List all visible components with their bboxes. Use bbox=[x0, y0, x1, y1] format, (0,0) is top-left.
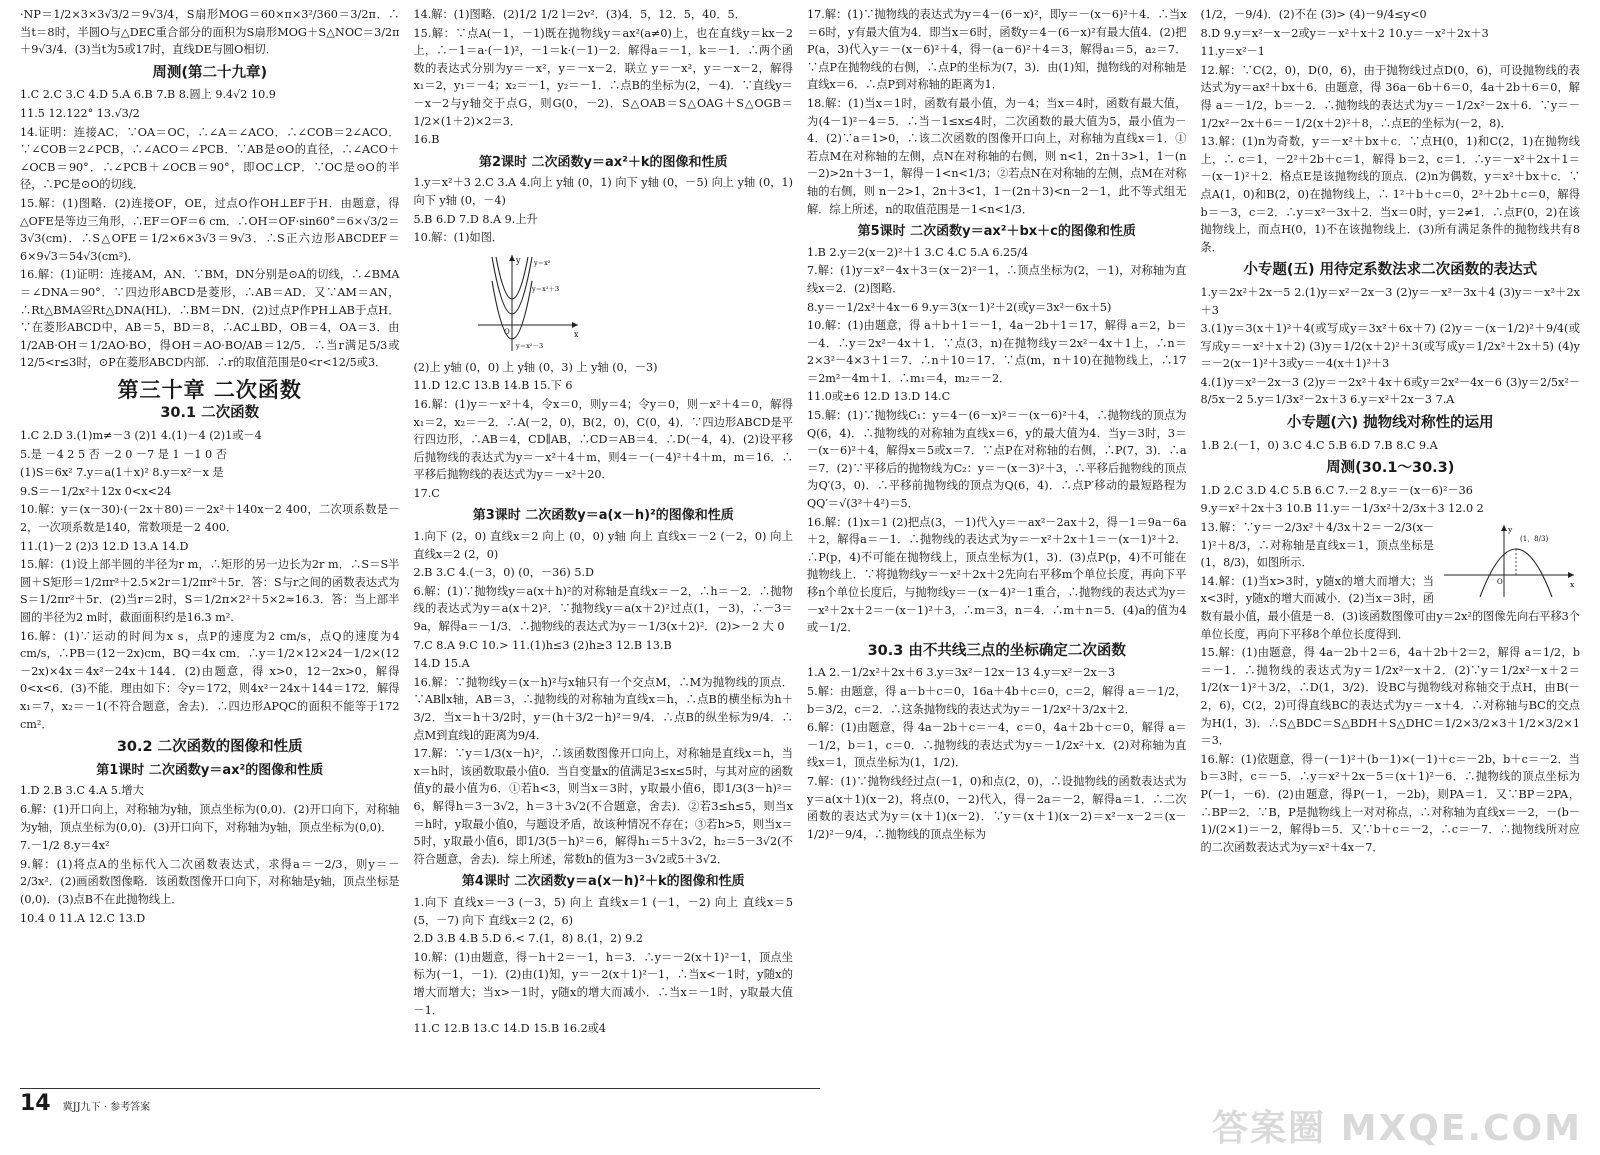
column-3 bbox=[807, 6, 1187, 1086]
answer-paragraph: 16.B bbox=[413, 133, 440, 147]
answer-paragraph: 15.解：(1)图略．(2)连接OF，OE，过点O作OH⊥EF于H．由题意，得△OFE是等边三角形，∴EF＝OF＝6 cm．∴OH＝OF·sin60°＝6×√3/2＝3√3(cm)．∴S△OFE＝1/2×6×3√3＝9√3．∴S正六边形ABCDEF＝6×9√3＝54√3(cm²)． bbox=[20, 196, 400, 263]
vertex-label: (1，8/3) bbox=[1520, 535, 1549, 544]
answer-paragraph: 14.D 15.A bbox=[413, 657, 470, 671]
answer-paragraph: 13.解：∵y＝－2/3x²＋4/3x＋2＝－2/3(x－1)²＋8/3，∴对称轴是直线x＝1，顶点坐标是(1，8/3)，如图所示． bbox=[1200, 521, 1434, 570]
answer-paragraph: 11.D 12.C 13.B 14.B 15.下 6 bbox=[413, 379, 573, 393]
answer-paragraph: 4.(1)y＝x²－2x－3 (2)y＝－2x²＋4x＋6或y＝2x²－4x－6 (3)y＝2/5x²－8/5x－2 5.y＝1/3x²－2x＋3 6.y＝x²＋2x－3 7.A bbox=[1200, 375, 1580, 407]
answer-paragraph: 6.解：(1)开口向上，对称轴为y轴，顶点坐标为(0,0)．(2)开口向下，对称轴为y轴，顶点坐标为(0,0)．(3)开口向下，对称轴为y轴，顶点坐标为(0,0)． bbox=[20, 802, 400, 834]
answer-paragraph: 13.解：(1)n为奇数，y＝－x²＋bx＋c．∵点H(0，1)和C(2，1)在抛物线上，∴ c＝1，－2²＋2b＋c＝1，解得 b＝2，c＝1．∴y＝－x²＋2x＋1＝－(x－1)²＋2．格点E是该抛物线的顶点．(2)n为偶数，y＝x²＋bx＋c．∵点A(1，0)和B(2，0)在抛物线上，∴ 1²＋b＋c＝0，2²＋2b＋c＝0，解得 b＝－3，c＝2．∴y＝x²－3x＋2．当x＝0时，y＝2≠1．∴点F(0，2)在该抛物线上，而点H(0，1)不在该抛物线上．(3)所有满足条件的抛物线共有8条． bbox=[1200, 135, 1580, 254]
chapter-title: 第三十章 二次函数 bbox=[117, 377, 302, 402]
column-4 bbox=[1201, 6, 1581, 1086]
lesson-heading: 第1课时 二次函数y＝ax²的图像和性质 bbox=[96, 762, 324, 778]
page-footer bbox=[20, 1088, 820, 1115]
answer-paragraph: 14.解：(1)当x>3时，y随x的增大而增大；当x<3时，y随x的增大而减小．(2)当x＝3时，函数有最小值，最小值是－8．(3)该函数图像可由y＝2x²的图像先向右平移3个单位长度，再向下平移8个单位长度得到． bbox=[1200, 574, 1580, 641]
answer-paragraph: 10.解：(1)由题意，得 a＋b＋1＝－1，4a－2b＋1＝17，解得 a＝2，b＝－4．∴y＝2x²－4x＋1．∵点(3，n)在抛物线y＝2x²－4x＋1上，∴n＝2×3²－4×3＋1＝7．∴n＋10＝17．∵点(m，n＋10)在抛物线上，∴17＝2m²－4m＋1．∴m₁＝4，m₂＝－2． bbox=[807, 319, 1187, 385]
answer-paragraph: 11.C 12.B 13.C 14.D 15.B 16.2或4 bbox=[413, 1022, 606, 1036]
section-heading: 周测(第二十九章) bbox=[152, 64, 268, 81]
answer-paragraph: 1.C 2.D 3.(1)m≠－3 (2)1 4.(1)－4 (2)1或－4 bbox=[20, 429, 262, 443]
answer-paragraph: 9.解：(1)将点A的坐标代入二次函数表达式，求得a＝－2/3，则y＝－2/3x²．(2)画函数图像略．该函数图像开口向下，对称轴是y轴，顶点坐标是(0,0)．(3)点B不在此抛物线上． bbox=[20, 857, 400, 906]
section-heading: 30.1 二次函数 bbox=[160, 405, 260, 422]
origin-label: O bbox=[1497, 578, 1503, 587]
answer-paragraph: 17.解：(1)∵抛物线的表达式为y＝4－(6－x)²，即y＝－(x－6)²＋4．∴当x＝6时，y有最大值为4．即当x＝6时，函数y＝4－(6－x)²有最大值4．(2)把P(a，3)代入y＝－(x－6)²＋4，得－(a－6)²＋4＝3，解得a₁＝5，a₂＝7．∵点P在抛物线的右侧，∴点P的坐标为(7，3)．由(1)知，抛物线的对称轴是直线x＝6．∴点P到对称轴的距离为1． bbox=[807, 8, 1187, 92]
answer-paragraph: 10.4 0 11.A 12.C 13.D bbox=[20, 911, 146, 925]
answer-paragraph: 1.B 2.(－1，0) 3.C 4.C 5.B 6.D 7.B 8.C 9.A bbox=[1200, 438, 1438, 452]
x-axis-label: x bbox=[573, 329, 579, 339]
curve-label: y＝x²＋3 bbox=[531, 284, 559, 293]
parabola-graph-svg bbox=[474, 251, 584, 355]
answer-paragraph: 1.D 2.B 3.C 4.A 5.增大 bbox=[20, 784, 144, 798]
answer-paragraph: 1.y＝x²＋3 2.C 3.A 4.向上 y轴 (0，1) 向下 y轴 (0，－5) 向上 y轴 (0，1) 向下 y轴 (0，－4) bbox=[413, 176, 793, 207]
column-1 bbox=[20, 6, 400, 1086]
answer-paragraph: (2)上 y轴 (0，0) 上 y轴 (0，3) 上 y轴 (0，－3) bbox=[413, 360, 658, 374]
answer-paragraph: 5.解：由题意，得 a－b＋c＝0，16a＋4b＋c＝0，c＝2，解得 a＝－1/2，b＝3/2，c＝2．∴这条抛物线的表达式为y＝－1/2x²＋3/2x＋2． bbox=[807, 684, 1187, 716]
answer-paragraph: 14.证明：连接AC．∵OA＝OC，∴∠A＝∠ACO．∴∠COB＝2∠ACO．∵∠COB＝2∠PCB，∴∠ACO＝∠PCB．∵AB是⊙O的直径，∴∠ACO＋∠OCB＝90°．∴∠PCB＋∠OCB＝90°，即OC⊥CP．∵OC是⊙O的半径，∴PC是⊙O的切线． bbox=[20, 125, 400, 192]
answer-paragraph: ·NP＝1/2×3×3√3/2＝9√3/4，S扇形MOG＝60×π×3²/360＝3/2π．∴当t＝8时，半圆O与△DEC重合部分的面积为S扇形MOG＋S△NOC＝3/2π＋9√3/4．(3)当t为5或17时，直线DE与圆O相切． bbox=[20, 8, 400, 57]
answer-paragraph: 11.0或±6 12.D 13.D 14.C bbox=[807, 390, 951, 404]
answer-paragraph: 16.解：(1)证明：连接AM，AN．∵BM，DN分别是⊙A的切线，∴∠BMA＝∠DNA＝90°．∵四边形ABCD是菱形，∴AB＝AD．又∵AM＝AN，∴Rt△BMA≌Rt△DNA(HL)．∴BM＝DN．(2)过点P作PH⊥AB于点H．∵在菱形ABCD中，AB＝5，BD＝8，∴AC⊥BD，OB＝4，OA＝3．由1/2AB·OH＝1/2AO·BO，得OH＝AO·BO/AB＝12/5．∴当r满足5/3或12/5<r≤3时，⊙P在菱形ABCD内部．∴r的取值范围是0<r<12/5或3． bbox=[20, 268, 400, 370]
x-axis-arrow-icon bbox=[572, 322, 578, 328]
answer-paragraph: 16.解：∵抛物线y＝(x－h)²与x轴只有一个交点M，∴M为抛物线的顶点．∵AB∥x轴，AB＝3，∴抛物线的对称轴为直线x＝h，∴点B的横坐标为h＋3/2．当x＝h＋3/2时，y＝(h＋3/2－h)²＝9/4．∴点B的纵坐标为9/4．∴点M到直线l的距离为9/4． bbox=[413, 675, 793, 742]
watermark-logo: 答案圈 MXQE.COM bbox=[1212, 1108, 1582, 1149]
answer-paragraph: (1)S＝6x² 7.y＝a(1＋x)² 8.y＝x²－x 是 bbox=[20, 466, 224, 480]
answer-paragraph: 16.解：(1)依题意，得－(－1)²＋(b－1)×(－1)＋c＝－2b，b＋c＝－2．当b＝3时，c＝－5．∴y＝x²＋2x－5＝(x＋1)²－6．∴抛物线的顶点坐标为P(－1，－6)．(2)由题意，得P(－1，－2b)，则PA＝1．又∵BP＝2PA，∴BP＝2．∵B，P是抛物线上一对对称点，∴对称轴为直线x＝－2，－(b－1)/(2×1)＝－2，解得b＝5．又∵b＋c＝－2，∴c＝－7．∴抛物线所对应的二次函数表达式为y＝x²＋4x－7． bbox=[1200, 752, 1580, 854]
answer-paragraph: 1.C 2.C 3.C 4.D 5.A 6.B 7.B 8.圆上 9.4√2 10.9 bbox=[20, 88, 276, 102]
section-heading: 30.2 二次函数的图像和性质 bbox=[116, 739, 303, 756]
answer-paragraph: 16.解：(1)x＝1 (2)把点(3，－1)代入y＝－ax²－2ax＋2，得－1＝9a－6a＋2，解得a＝－1．∴抛物线的表达式为y＝－x²＋2x＋1＝－(x－1)²＋2．∴P(p，4)不可能在抛物线上，顶点坐标为(1，3)．(3)点P(p，4)不可能在抛物线上．∵将抛物线y＝－x²＋2x＋2先向右平移m个单位长度，再向下平移n个单位长度后，与抛物线y＝－(x－4)²－1重合，∴抛物线的表达式为y＝－x²＋2x＋2＝－(x－1)²＋3，∴m＝3，n＝4．∴m＋n＝5．(4)a的值为4或－1/2． bbox=[807, 515, 1187, 635]
curve-label: y＝x²－3 bbox=[515, 341, 543, 350]
answer-paragraph: 7.解：(1)∵抛物线经过点(－1，0)和点(2，0)，∴设抛物线的函数表达式为y＝a(x＋1)(x－2)，将点(0，－2)代入，得－2a＝－2，解得a＝1．∴二次函数的表达式为y＝(x＋1)(x－2)．∵y＝(x＋1)(x－2)＝x²－x－2＝(x－1/2)²－9/4，∴抛物线的顶点坐标为 bbox=[807, 774, 1187, 841]
answer-paragraph: 8.D 9.y＝x²－x－2或y＝－x²＋x＋2 10.y＝－x²＋2x＋3 bbox=[1200, 26, 1489, 40]
answer-paragraph: 17.C bbox=[413, 486, 440, 500]
curve-label: y＝x² bbox=[533, 258, 550, 267]
page-number: 14 bbox=[20, 1091, 51, 1116]
answer-paragraph: 2.B 3.C 4.(－3，0) (0，－36) 5.D bbox=[413, 566, 594, 580]
answer-paragraph: 3.(1)y＝3(x＋1)²＋4(或写成y＝3x²＋6x＋7) (2)y＝－(x－1/2)²＋9/4(或写成y＝－x²＋x＋2) (3)y＝1/2(x＋2)²＋3(或写成y＝1/2x²＋2x＋5) (4)y＝－2(x－1)²＋3或y＝－4(x＋1)²＋3 bbox=[1200, 322, 1580, 371]
lesson-heading: 第4课时 二次函数y＝a(x－h)²＋k的图像和性质 bbox=[461, 874, 745, 890]
answer-paragraph: 1.A 2.－1/2x²＋2x＋6 3.y＝3x²－12x－13 4.y＝x²－2x－3 bbox=[807, 666, 1116, 680]
y-axis-arrow-icon bbox=[509, 255, 515, 261]
answer-paragraph: 15.解：(1)由题意，得 4a－2b＋2＝6，4a＋2b＋2＝2，解得 a＝1/2，b＝－1．∴抛物线的表达式为y＝1/2x²－x＋2．(2)∵y＝1/2x²－x＋2＝1/2(x－1)²＋3/2，∴D(1，3/2)．设BC与抛物线对称轴交于点H，由B(－2，6)，C(2，2)可得直线BC的表达式为y＝－x＋4．∴对称轴与BC的交点为H(1，3)．∴S△BDC＝S△BDH＋S△DHC＝1/2×3/2×3＋1/2×3/2×1＝3． bbox=[1200, 646, 1580, 748]
answer-paragraph: 12.解：∵C(2，0)，D(0，6)，由于抛物线过点D(0，6)，可设抛物线的表达式为y＝ax²＋bx＋6．由题意，得 36a－6b＋6＝0，4a＋2b＋6＝0，解得 a＝－1/2，b＝－2．∴抛物线的表达式为y＝－1/2x²－2x＋6．∵y＝－1/2x²－2x＋6＝－1/2(x＋2)²＋8，∴点E的坐标为(－2，8)． bbox=[1200, 63, 1580, 130]
lesson-heading: 第5课时 二次函数y＝ax²＋bx＋c的图像和性质 bbox=[857, 224, 1136, 240]
answer-paragraph: 15.解：(1)∵抛物线C₁：y＝4－(6－x)²＝－(x－6)²＋4，∴抛物线的顶点为Q(6，4)．∴抛物线的对称轴为直线x＝6，y的最大值为4．当y＝3时，3＝－(x－6)²＋4，解得x＝5或x＝7．∵点P在对称轴的右侧，∴P(7，3)．∴a＝7．(2)∵平移后的抛物线为C₂：y＝－(x－3)²＋3，∴平移后抛物线的顶点为Q′(3，0)．∴平移前抛物线的顶点为Q(6，4)．∴点P′移动的最短路程为QQ′＝√(3²＋4²)＝5． bbox=[807, 409, 1187, 511]
answer-paragraph: 1.B 2.y＝2(x－2)²＋1 3.C 4.C 5.A 6.25/4 bbox=[807, 245, 1029, 259]
answer-paragraph: 2.D 3.B 4.B 5.D 6.< 7.(1，8) 8.(1，2) 9.2 bbox=[413, 932, 643, 946]
answer-paragraph: 9.S＝－1/2x²＋12x 0<x<24 bbox=[20, 484, 172, 498]
origin-label: O bbox=[503, 327, 510, 336]
answer-paragraph: 18.解：(1)当x＝1时，函数有最小值，为－4；当x＝4时，函数有最大值，为(4－1)²－4＝5．∴当－1≤x≤4时，二次函数的最大值为5，最小值为－4．(2)∵a＝1>0，∴该二次函数的图像开口向上，对称轴为直线x＝1．①若点M在对称轴的左侧，点N在对称轴的右侧，则 n<1，2n＋3>1，1－(n－2)>2n＋3－1，解得－1<n<1/3；②若点N在对称轴的左侧，点M在对称轴的右侧，则 n－2>1，2n＋3<1，1－(2n＋3)<n－2－1，此不等式组无解．综上所述，n的取值范围是－1<n<1/3． bbox=[807, 96, 1187, 216]
answer-paragraph: 14.解：(1)图略．(2)1/2 1/2 l＝2v²．(3)4．5，12．5，40．5． bbox=[413, 8, 746, 21]
answer-paragraph: 1.向下 (2，0) 直线x＝2 向上 (0，0) y轴 向上 直线x＝－2 (－2，0) 向上 直线x＝2 (2，0) bbox=[413, 530, 793, 561]
x-axis-label: x bbox=[1570, 580, 1575, 590]
answer-paragraph: 11.5 12.122° 13.√3/2 bbox=[20, 106, 140, 120]
downward-parabola-graph bbox=[1440, 521, 1580, 599]
answer-paragraph: 10.解：(1)由题意，得－h＋2＝－1，h＝3．∴y＝－2(x＋1)²－1，顶点坐标为(－1，－1)．(2)由(1)知，y＝－2(x＋1)²－1，∴当x<－1时，y随x的增大而增大；当x>－1时，y随x的增大而减小．∴当x＝－1时，y取最大值－1． bbox=[413, 950, 793, 1017]
answer-paragraph: 1.y＝2x²＋2x－5 2.(1)y＝x²－2x－3 (2)y＝－x²－3x＋4 (3)y＝－x²＋2x＋3 bbox=[1200, 285, 1580, 317]
x-axis-arrow-icon bbox=[1568, 572, 1574, 578]
section-heading: 周测(30.1～30.3) bbox=[1326, 460, 1455, 477]
answer-paragraph: 7.解：(1)y＝x²－4x＋3＝(x－2)²－1，∴顶点坐标为(2，－1)，对称轴为直线x＝2．(2)图略． bbox=[807, 264, 1187, 295]
section-heading: 30.3 由不共线三点的坐标确定二次函数 bbox=[867, 642, 1126, 659]
answer-paragraph: 5.是 －4 2 5 否 －2 0 －7 是 1 －1 0 否 bbox=[20, 447, 227, 461]
answer-paragraph: (1/2，－9/4)．(2)不在 (3)> (4)－9/4≤y<0 bbox=[1200, 8, 1427, 21]
answer-paragraph: 16.解：(1)∵运动的时间为x s，点P的速度为2 cm/s，点Q的速度为4 cm/s，∴PB＝(12－2x)cm，BQ＝4x cm．∴y＝1/2×12×24－1/2×(12－2x)×4x＝4x²－24x＋144．(2)由题意，得 x>0，12－2x>0，解得0<x<6．(3)不能．理由如下：令y＝172，则4x²－24x＋144＝172．解得x₁＝7，x₂＝－1(不符合题意，舍去)．∴四边形APQC的面积不能等于172 cm²． bbox=[20, 629, 400, 731]
answer-paragraph: 6.解：(1)由题意，得 4a－2b＋c＝－4，c＝0，4a＋2b＋c＝0，解得 a＝－1/2，b＝1，c＝0．∴抛物线的表达式为y＝－1/2x²＋x．(2)对称轴为直线x＝1，顶点坐标为(1，1/2)． bbox=[807, 721, 1187, 770]
answer-paragraph: 1.D 2.C 3.D 4.C 5.B 6.C 7.－2 8.y＝－(x－6)²－36 bbox=[1200, 483, 1473, 497]
answer-paragraph: 10.解：y＝(x－30)·(－2x＋80)＝－2x²＋140x－2 400，二次项系数是－2，一次项系数是140，常数项是－2 400． bbox=[20, 503, 400, 535]
y-axis-label: y bbox=[1508, 525, 1513, 535]
answer-paragraph: 11.y＝x²－1 bbox=[1200, 45, 1265, 59]
answer-paragraph: 16.解：(1)y＝－x²＋4，令x＝0，则y＝4；令y＝0，则－x²＋4＝0，解得x₁＝2，x₂＝－2．∴A(－2，0)，B(2，0)，C(0，4)．∵四边形ABCD是平行四边形，∴AB＝4，CD∥AB，∴CD＝AB＝4．∴D(－4，4)．(2)设平移后抛物线的表达式为y＝－x²＋4＋m，则4＝－(－4)²＋4＋m，m＝16．∴平移后抛物线的表达式为y＝－x²＋20． bbox=[413, 397, 793, 482]
y-axis-arrow-icon bbox=[1501, 525, 1507, 531]
lesson-heading: 第3课时 二次函数y＝a(x－h)²的图像和性质 bbox=[472, 508, 734, 524]
downward-parabola-svg bbox=[1440, 521, 1580, 599]
answer-paragraph: 15.解：(1)设上部半圆的半径为r m，∴矩形的另一边长为2r m．∴S＝S半圆＋S矩形＝1/2πr²＋2.5×2r＝1/2πr²＋5r．答：S与r之间的函数表达式为S＝1/2πr²＋5r．(2)当r＝2时，S＝1/2π×2²＋5×2≈16.3．答：当上部半圆的半径为2 m时，截面面积约是16.3 m². bbox=[20, 558, 400, 624]
section-heading: 小专题(五) 用待定系数法求二次函数的表达式 bbox=[1243, 262, 1538, 279]
answer-page bbox=[20, 6, 1580, 1086]
answer-paragraph: 9.y＝x²＋2x＋3 10.B 11.y＝－1/3x²＋2/3x＋3 12.0 2 bbox=[1200, 502, 1484, 516]
answer-paragraph: 5.B 6.D 7.D 8.A 9.上升 bbox=[413, 212, 538, 226]
footer-label: 冀JJ九下 · 参考答案 bbox=[62, 1102, 151, 1113]
column-2 bbox=[414, 6, 794, 1086]
answer-paragraph: 7.－1/2 8.y＝4x² bbox=[20, 839, 110, 853]
answer-paragraph: 6.解：(1)∵抛物线y＝a(x＋h)²的对称轴是直线x＝－2，∴h＝－2．∴抛物线的表达式为y＝a(x＋2)²．∵抛物线y＝a(x＋2)²过点(1，－3)，∴－3＝9a，解得a＝－1/3．∴抛物线的表达式为y＝－1/3(x＋2)²．(2)>－2 大 0 bbox=[413, 584, 793, 634]
answer-paragraph: 7.C 8.A 9.C 10.> 11.(1)h≤3 (2)h≥3 12.B 13.B bbox=[413, 638, 672, 652]
parabola-graph bbox=[474, 251, 794, 355]
y-axis-label: y bbox=[515, 255, 521, 265]
answer-paragraph: 17.解：∵y＝1/3(x－h)²，∴该函数图像开口向上，对称轴是直线x＝h，当x＝h时，该函数取最小值0．当自变量x的值满足3≤x≤5时，与其对应的函数值y的最小值为6．①若h<3，则当x＝3时，y取最小值6，即1/3(3－h)²＝6，解得h＝3－3√2，h＝3＋3√2(不合题意，舍去)．②若3≤h≤5，则当x＝h时，y取最小值0，与题设矛盾，故该种情况不存在；③若h>5，则当x＝5时，y取最小值6，即1/3(5－h)²＝6，解得h₁＝5＋3√2，h₂＝5－3√2(不符合题意，舍去)．综上所述，常数h的值为3－3√2或5＋3√2． bbox=[413, 747, 793, 866]
lesson-heading: 第2课时 二次函数y＝ax²＋k的图像和性质 bbox=[478, 154, 728, 170]
answer-paragraph: 11.(1)－2 (2)3 12.D 13.A 14.D bbox=[20, 539, 189, 553]
answer-paragraph: 1.向下 直线x＝－3 (－3，5) 向上 直线x＝1 (－1，－2) 向上 直线x＝5 (5，－7) 向下 直线x＝2 (2，6) bbox=[413, 895, 793, 927]
answer-paragraph: 15.解：∵点A(－1，－1)既在抛物线y＝ax²(a≠0)上，也在直线y＝kx－2上，∴－1＝a·(－1)²，－1＝k·(－1)－2．解得a＝－1，k＝－1．∴两个函数的表达式分别为y＝－x²，y＝－x－2．联立 y＝－x²，y＝－x－2，解得 x₁＝2，y₁＝－4；x₂＝－1，y₂＝－1．∴点B的坐标为(2，－4)．∵直线y＝－x－2与y轴交于点G，则G(0，－2)．S△OAB＝S△OAG＋S△OGB＝1/2×(1＋2)×2＝3． bbox=[413, 26, 793, 128]
answer-paragraph: 8.y＝－1/2x²＋4x－6 9.y＝3(x－1)²＋2(或y＝3x²－6x＋5) bbox=[807, 300, 1112, 314]
answer-paragraph: 10.解：(1)如图． bbox=[413, 231, 504, 245]
section-heading: 小专题(六) 抛物线对称性的运用 bbox=[1286, 415, 1494, 432]
